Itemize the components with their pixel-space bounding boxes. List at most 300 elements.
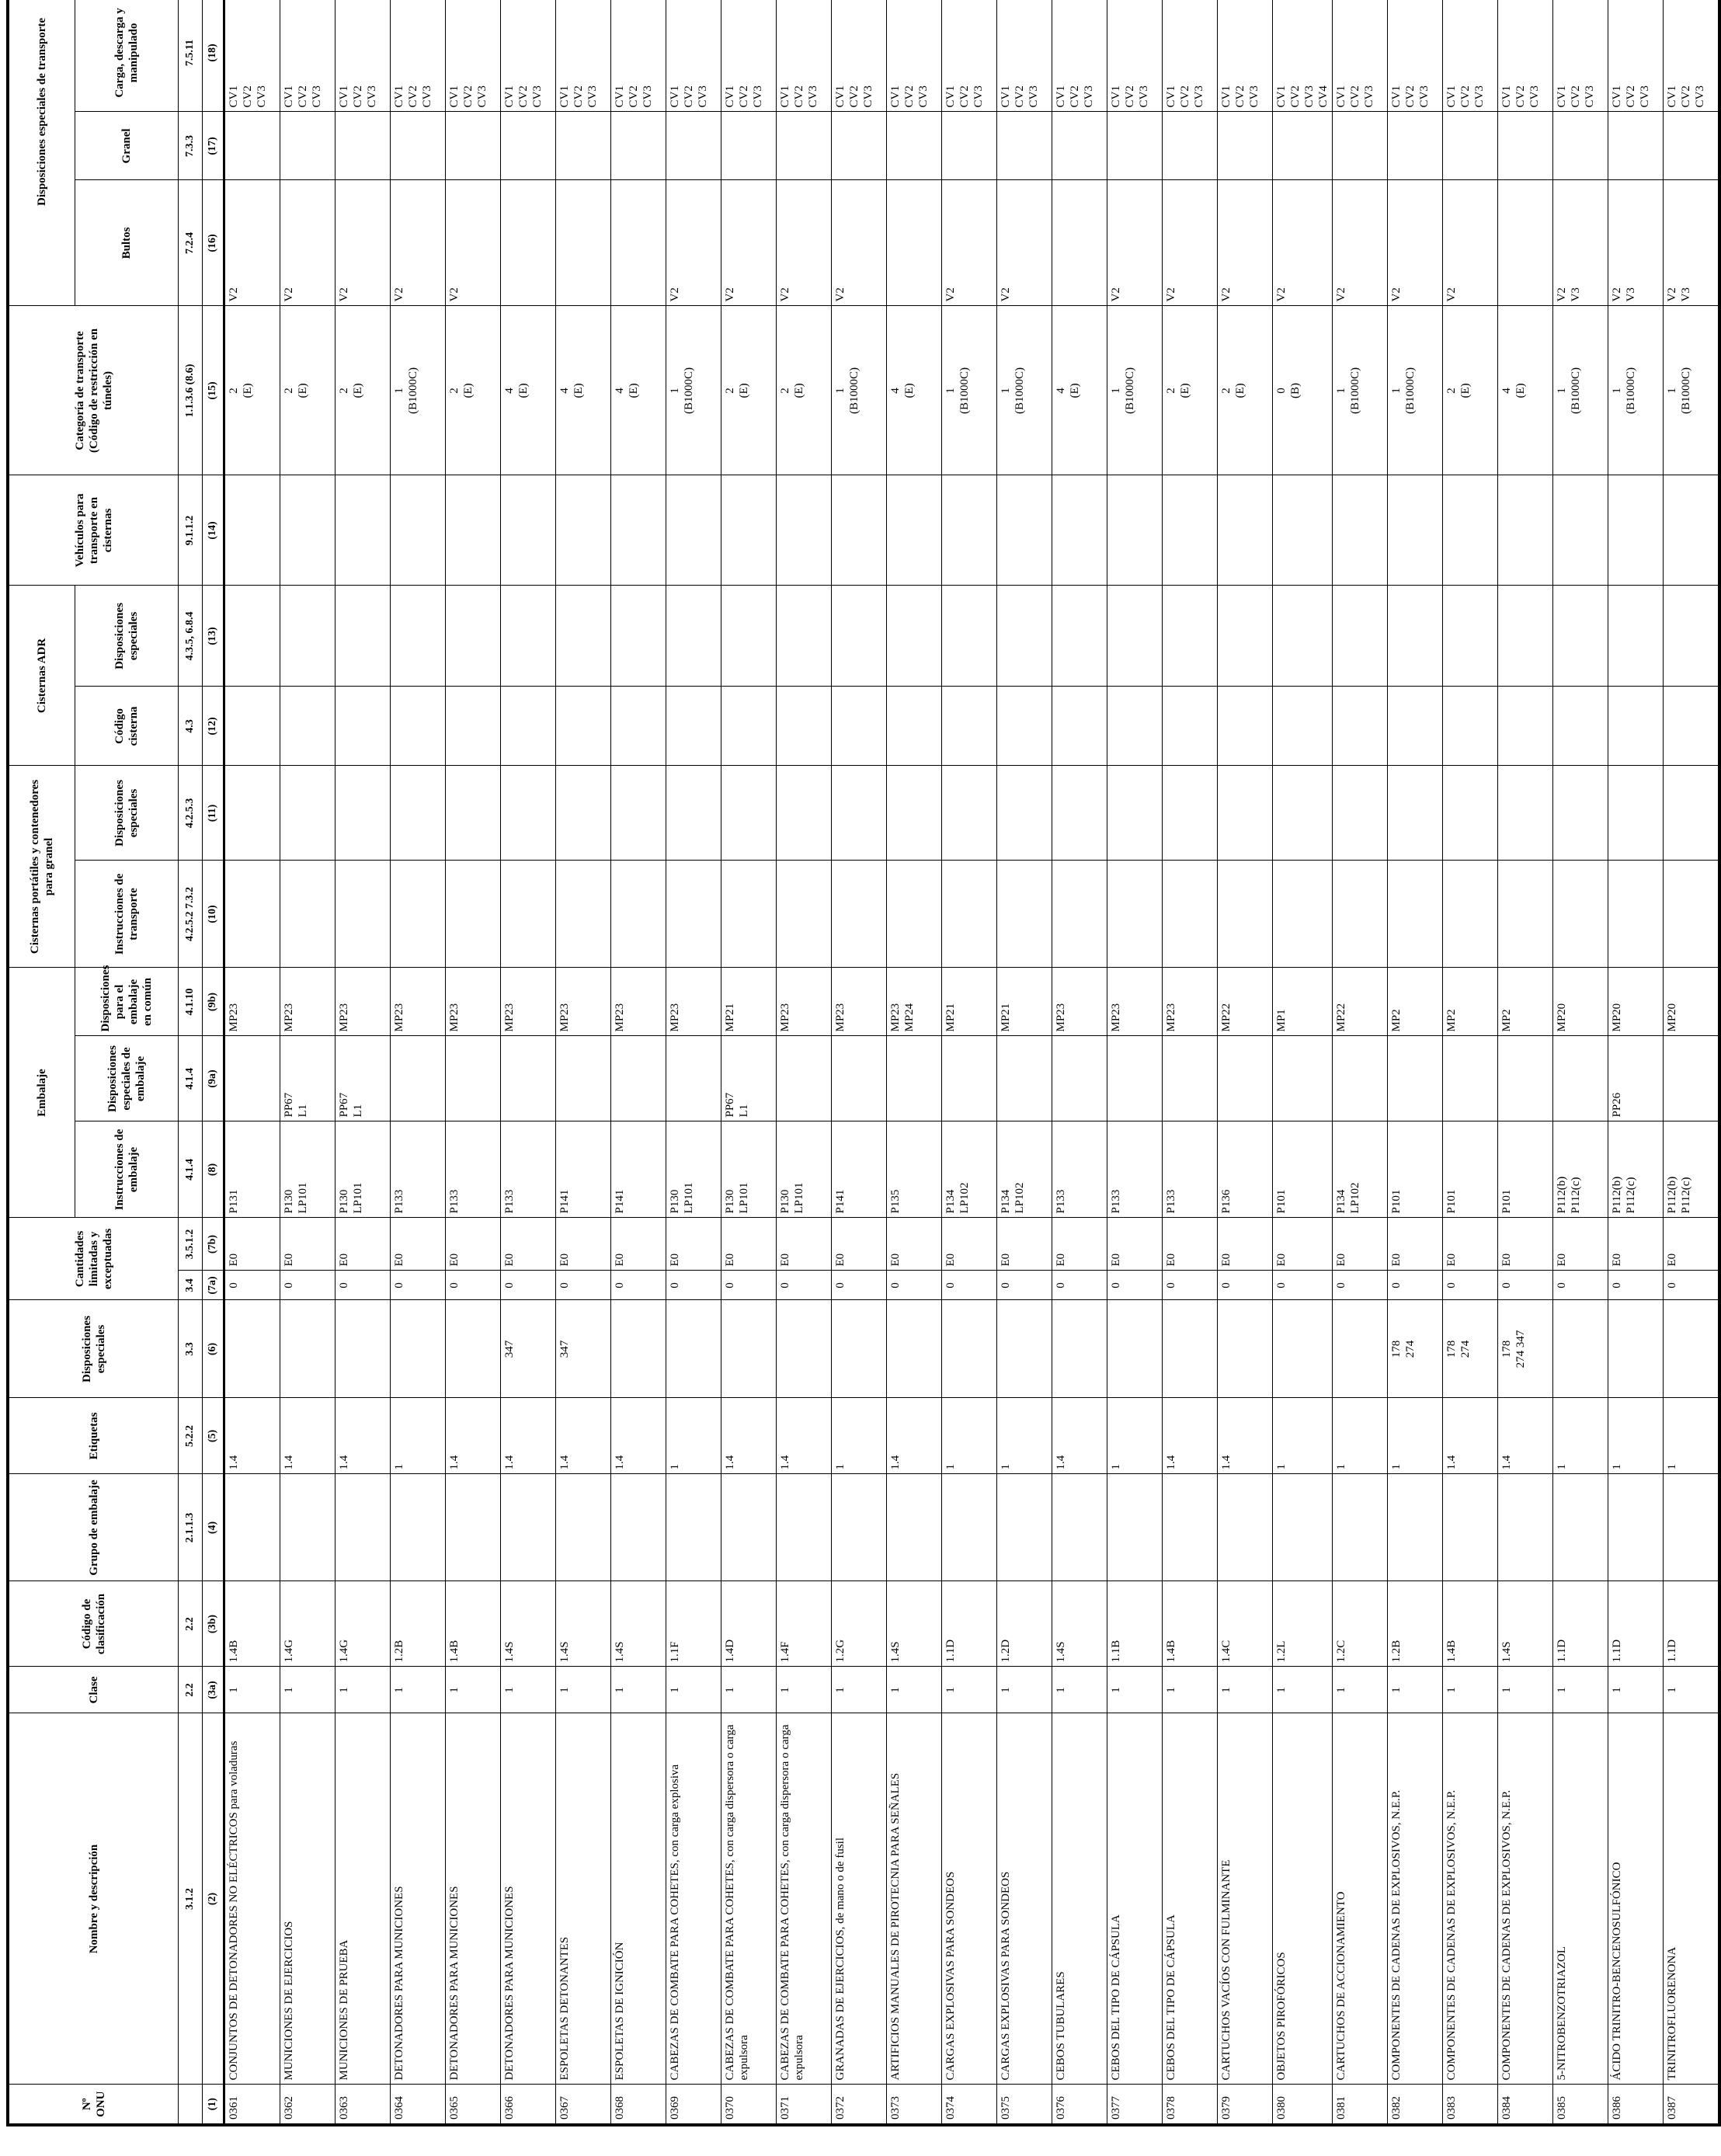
header-name: Nombre y descripción	[8, 1713, 179, 2085]
vehicle-tank-cell	[1273, 475, 1333, 586]
name-cell: TRINITROFLUORENONA	[1664, 1713, 1720, 2085]
loading-cell: CV1 CV2 CV3	[280, 0, 336, 112]
excepted-quantity-cell: E0	[666, 1218, 721, 1271]
labels-cell: 1	[391, 1398, 446, 1474]
tank-code-cell	[721, 687, 777, 766]
labels-cell: 1.4	[446, 1398, 501, 1474]
packing-instructions-cell: P136	[1218, 1121, 1273, 1218]
loading-cell: CV1 CV2 CV3	[997, 0, 1052, 112]
vehicle-tank-cell	[611, 475, 666, 586]
excepted-quantity-cell: E0	[721, 1218, 777, 1271]
transport-category-cell: 2 (E)	[446, 306, 501, 475]
packages-cell: V2	[1273, 180, 1333, 306]
packing-instructions-cell: P101	[1443, 1121, 1498, 1218]
name-cell: ARTIFICIOS MANUALES DE PIROTECNIA PARA SEÑALES	[887, 1713, 942, 2085]
packages-cell: V2	[997, 180, 1052, 306]
adr-tank-special-cell	[1107, 586, 1163, 687]
packing-group-cell	[832, 1474, 887, 1581]
bulk-cell	[1163, 112, 1218, 180]
table-row	[501, 0, 556, 2125]
transport-category-cell: 1 (B1000C)	[1553, 306, 1608, 475]
packages-cell: V2 V3	[1608, 180, 1664, 306]
excepted-quantity-cell: E0	[280, 1218, 336, 1271]
limited-quantity-cell: 0	[280, 1271, 336, 1300]
packing-group-cell	[1273, 1474, 1333, 1581]
mixed-packing-cell: MP23	[666, 968, 721, 1036]
mixed-packing-cell: MP23	[280, 968, 336, 1036]
class-cell: 1	[942, 1667, 997, 1713]
tank-special-cell	[666, 766, 721, 861]
column-number: (1)	[203, 2085, 224, 2125]
special-packing-cell	[1163, 1036, 1218, 1121]
labels-cell: 1.4	[1163, 1398, 1218, 1474]
class-cell: 1	[721, 1667, 777, 1713]
labels-cell: 1	[832, 1398, 887, 1474]
tank-special-cell	[1273, 766, 1333, 861]
excepted-quantity-cell: E0	[1163, 1218, 1218, 1271]
header-tank-instructions: Instrucciones de transporte	[75, 861, 179, 968]
class-cell: 1	[1443, 1667, 1498, 1713]
header-tank-special: Disposiciones especiales	[75, 766, 179, 861]
classification-code-cell: 1.2D	[997, 1581, 1052, 1667]
tank-code-cell	[1443, 687, 1498, 766]
packages-cell: V2	[280, 180, 336, 306]
limited-quantity-cell: 0	[556, 1271, 611, 1300]
labels-cell: 1.4	[721, 1398, 777, 1474]
mixed-packing-cell: MP23	[224, 968, 280, 1036]
labels-cell: 1	[1107, 1398, 1163, 1474]
packing-instructions-cell: P133	[1052, 1121, 1107, 1218]
adr-tank-special-cell	[1608, 586, 1664, 687]
packages-cell	[1498, 180, 1553, 306]
classification-code-cell: 1.4F	[777, 1581, 832, 1667]
packing-instructions-cell: P133	[501, 1121, 556, 1218]
vehicle-tank-cell	[1333, 475, 1388, 586]
mixed-packing-cell: MP22	[1333, 968, 1388, 1036]
vehicle-tank-cell	[997, 475, 1052, 586]
special-provisions-cell	[446, 1300, 501, 1398]
classification-code-cell: 1.2B	[391, 1581, 446, 1667]
packing-group-cell	[777, 1474, 832, 1581]
class-cell: 1	[280, 1667, 336, 1713]
mixed-packing-cell: MP23	[336, 968, 391, 1036]
bulk-cell	[1333, 112, 1388, 180]
packing-instructions-cell: P130 LP101	[777, 1121, 832, 1218]
tank-code-cell	[501, 687, 556, 766]
adr-tank-special-cell	[224, 586, 280, 687]
column-reference: 4.1.4	[179, 1036, 203, 1121]
packages-cell: V2	[1443, 180, 1498, 306]
special-packing-cell	[1443, 1036, 1498, 1121]
column-reference	[179, 2085, 203, 2125]
transport-category-cell: 2 (E)	[1218, 306, 1273, 475]
bulk-cell	[1443, 112, 1498, 180]
loading-cell: CV1 CV2 CV3	[611, 0, 666, 112]
labels-cell: 1	[942, 1398, 997, 1474]
class-cell: 1	[1553, 1667, 1608, 1713]
special-provisions-cell	[1107, 1300, 1163, 1398]
special-provisions-cell	[336, 1300, 391, 1398]
loading-cell: CV1 CV2 CV3	[777, 0, 832, 112]
packing-group-cell	[556, 1474, 611, 1581]
vehicle-tank-cell	[1553, 475, 1608, 586]
packages-cell: V2	[391, 180, 446, 306]
column-reference: 2.1.1.3	[179, 1474, 203, 1581]
table-row	[1052, 0, 1107, 2125]
labels-cell: 1.4	[1218, 1398, 1273, 1474]
classification-code-cell: 1.2C	[1333, 1581, 1388, 1667]
tank-instructions-cell	[1218, 861, 1273, 968]
name-cell: COMPONENTES DE CADENAS DE EXPLOSIVOS, N.E.P.	[1498, 1713, 1553, 2085]
tank-instructions-cell	[1333, 861, 1388, 968]
tank-special-cell	[1443, 766, 1498, 861]
column-number: (7a)	[203, 1271, 224, 1300]
bulk-cell	[446, 112, 501, 180]
packing-instructions-cell: P133	[391, 1121, 446, 1218]
header-portable-tanks: Cisternas portátiles y contenedores para granel	[8, 766, 75, 968]
vehicle-tank-cell	[1608, 475, 1664, 586]
loading-cell: CV1 CV2 CV3	[1664, 0, 1720, 112]
column-number: (6)	[203, 1300, 224, 1398]
un-number-cell: 0382	[1388, 2085, 1443, 2125]
limited-quantity-cell: 0	[887, 1271, 942, 1300]
header-labels: Etiquetas	[8, 1398, 179, 1474]
mixed-packing-cell: MP23 MP24	[887, 968, 942, 1036]
class-cell: 1	[446, 1667, 501, 1713]
adr-tank-special-cell	[832, 586, 887, 687]
packing-group-cell	[1498, 1474, 1553, 1581]
tank-instructions-cell	[997, 861, 1052, 968]
name-cell: 5-NITROBENZOTRIAZOL	[1553, 1713, 1608, 2085]
class-cell: 1	[611, 1667, 666, 1713]
packing-group-cell	[1333, 1474, 1388, 1581]
packing-group-cell	[666, 1474, 721, 1581]
labels-cell: 1	[1608, 1398, 1664, 1474]
special-packing-cell	[1107, 1036, 1163, 1121]
special-provisions-cell	[887, 1300, 942, 1398]
name-cell: OBJETOS PIROFÓRICOS	[1273, 1713, 1333, 2085]
packages-cell: V2	[336, 180, 391, 306]
packages-cell: V2	[224, 180, 280, 306]
column-reference: 3.5.1.2	[179, 1218, 203, 1271]
table-row	[832, 0, 887, 2125]
special-packing-cell	[997, 1036, 1052, 1121]
tank-special-cell	[1553, 766, 1608, 861]
adr-tank-special-cell	[887, 586, 942, 687]
vehicle-tank-cell	[1163, 475, 1218, 586]
tank-special-cell	[336, 766, 391, 861]
loading-cell: CV1 CV2 CV3	[224, 0, 280, 112]
un-number-cell: 0364	[391, 2085, 446, 2125]
transport-category-cell: 2 (E)	[777, 306, 832, 475]
class-cell: 1	[1052, 1667, 1107, 1713]
tank-code-cell	[611, 687, 666, 766]
labels-cell: 1	[1553, 1398, 1608, 1474]
table-row	[1553, 0, 1608, 2125]
table-row	[721, 0, 777, 2125]
header-transport-category: Categoría de transporte (Código de restricción en túneles)	[8, 306, 179, 475]
bulk-cell	[942, 112, 997, 180]
packing-instructions-cell: P112(b) P112(c)	[1608, 1121, 1664, 1218]
labels-cell: 1.4	[777, 1398, 832, 1474]
transport-category-cell: 2 (E)	[1443, 306, 1498, 475]
vehicle-tank-cell	[1052, 475, 1107, 586]
name-cell: CABEZAS DE COMBATE PARA COHETES, con carga explosiva	[666, 1713, 721, 2085]
table-row	[1608, 0, 1664, 2125]
adr-tank-special-cell	[336, 586, 391, 687]
packing-instructions-cell: P134 LP102	[997, 1121, 1052, 1218]
column-number: (13)	[203, 586, 224, 687]
loading-cell: CV1 CV2 CV3	[336, 0, 391, 112]
tank-special-cell	[1218, 766, 1273, 861]
tank-code-cell	[1608, 687, 1664, 766]
mixed-packing-cell: MP2	[1443, 968, 1498, 1036]
labels-cell: 1	[1664, 1398, 1720, 1474]
classification-code-cell: 1.4B	[1443, 1581, 1498, 1667]
bulk-cell	[1388, 112, 1443, 180]
packing-group-cell	[1107, 1474, 1163, 1581]
transport-category-cell: 1 (B1000C)	[832, 306, 887, 475]
column-number: (2)	[203, 1713, 224, 2085]
packing-instructions-cell: P134 LP102	[942, 1121, 997, 1218]
tank-instructions-cell	[1553, 861, 1608, 968]
name-cell: GRANADAS DE EJERCICIOS, de mano o de fusil	[832, 1713, 887, 2085]
classification-code-cell: 1.1D	[1608, 1581, 1664, 1667]
transport-category-cell: 1 (B1000C)	[1664, 306, 1720, 475]
name-cell: CABEZAS DE COMBATE PARA COHETES, con carga dispersora o carga expulsora	[721, 1713, 777, 2085]
classification-code-cell: 1.2G	[832, 1581, 887, 1667]
tank-special-cell	[611, 766, 666, 861]
bulk-cell	[887, 112, 942, 180]
un-number-cell: 0379	[1218, 2085, 1273, 2125]
special-provisions-cell: 347	[501, 1300, 556, 1398]
tank-special-cell	[446, 766, 501, 861]
table-row	[556, 0, 611, 2125]
packing-instructions-cell: P141	[611, 1121, 666, 1218]
loading-cell: CV1 CV2 CV3	[1107, 0, 1163, 112]
packing-group-cell	[611, 1474, 666, 1581]
table-row	[280, 0, 336, 2125]
tank-special-cell	[1388, 766, 1443, 861]
packages-cell: V2 V3	[1664, 180, 1720, 306]
special-packing-cell	[556, 1036, 611, 1121]
header-packaging: Embalaje	[8, 968, 75, 1218]
mixed-packing-cell: MP20	[1608, 968, 1664, 1036]
un-number-cell: 0380	[1273, 2085, 1333, 2125]
column-number: (18)	[203, 0, 224, 112]
mixed-packing-cell: MP23	[556, 968, 611, 1036]
tank-special-cell	[721, 766, 777, 861]
classification-code-cell: 1.4S	[611, 1581, 666, 1667]
loading-cell: CV1 CV2 CV3	[1388, 0, 1443, 112]
classification-code-cell: 1.4B	[224, 1581, 280, 1667]
vehicle-tank-cell	[1664, 475, 1720, 586]
class-cell: 1	[1664, 1667, 1720, 1713]
table-row	[666, 0, 721, 2125]
adr-tank-special-cell	[1273, 586, 1333, 687]
labels-cell: 1.4	[1443, 1398, 1498, 1474]
mixed-packing-cell: MP2	[1388, 968, 1443, 1036]
special-packing-cell	[1553, 1036, 1608, 1121]
table-row	[1664, 0, 1720, 2125]
column-reference: 4.3.5, 6.8.4	[179, 586, 203, 687]
column-number: (16)	[203, 180, 224, 306]
tank-code-cell	[1107, 687, 1163, 766]
classification-code-cell: 1.4G	[336, 1581, 391, 1667]
name-cell: CEBOS DEL TIPO DE CÁPSULA	[1107, 1713, 1163, 2085]
packages-cell	[611, 180, 666, 306]
packing-group-cell	[1664, 1474, 1720, 1581]
bulk-cell	[280, 112, 336, 180]
packages-cell: V2 V3	[1553, 180, 1608, 306]
tank-instructions-cell	[1163, 861, 1218, 968]
special-packing-cell	[666, 1036, 721, 1121]
vehicle-tank-cell	[280, 475, 336, 586]
special-provisions-cell	[1553, 1300, 1608, 1398]
column-number: (15)	[203, 306, 224, 475]
column-reference: 9.1.1.2	[179, 475, 203, 586]
special-provisions-cell	[1052, 1300, 1107, 1398]
special-provisions-cell	[1333, 1300, 1388, 1398]
classification-code-cell: 1.1D	[1664, 1581, 1720, 1667]
header-bulk: Granel	[75, 112, 179, 180]
column-number: (9a)	[203, 1036, 224, 1121]
limited-quantity-cell: 0	[336, 1271, 391, 1300]
un-number-cell: 0385	[1553, 2085, 1608, 2125]
un-number-cell: 0384	[1498, 2085, 1553, 2125]
packing-group-cell	[501, 1474, 556, 1581]
bulk-cell	[666, 112, 721, 180]
transport-category-cell: 2 (E)	[1163, 306, 1218, 475]
table-header	[8, 0, 224, 2125]
mixed-packing-cell: MP23	[832, 968, 887, 1036]
packages-cell: V2	[1163, 180, 1218, 306]
packing-group-cell	[446, 1474, 501, 1581]
loading-cell: CV1 CV2 CV3	[942, 0, 997, 112]
vehicle-tank-cell	[1443, 475, 1498, 586]
class-cell: 1	[1388, 1667, 1443, 1713]
adr-tank-special-cell	[280, 586, 336, 687]
tank-instructions-cell	[280, 861, 336, 968]
special-packing-cell	[1333, 1036, 1388, 1121]
bulk-cell	[1553, 112, 1608, 180]
table-row	[997, 0, 1052, 2125]
tank-code-cell	[391, 687, 446, 766]
excepted-quantity-cell: E0	[1498, 1218, 1553, 1271]
tank-instructions-cell	[1498, 861, 1553, 968]
transport-category-cell: 4 (E)	[556, 306, 611, 475]
bulk-cell	[1107, 112, 1163, 180]
tank-instructions-cell	[942, 861, 997, 968]
classification-code-cell: 1.4C	[1218, 1581, 1273, 1667]
excepted-quantity-cell: E0	[1052, 1218, 1107, 1271]
classification-code-cell: 1.2L	[1273, 1581, 1333, 1667]
tank-code-cell	[666, 687, 721, 766]
loading-cell: CV1 CV2 CV3 CV4	[1273, 0, 1333, 112]
mixed-packing-cell: MP22	[1218, 968, 1273, 1036]
transport-category-cell: 1 (B1000C)	[997, 306, 1052, 475]
header-loading: Carga, descarga y manipulado	[75, 0, 179, 112]
packing-instructions-cell: P101	[1388, 1121, 1443, 1218]
limited-quantity-cell: 0	[1163, 1271, 1218, 1300]
packing-group-cell	[1163, 1474, 1218, 1581]
excepted-quantity-cell: E0	[501, 1218, 556, 1271]
special-packing-cell	[777, 1036, 832, 1121]
packing-group-cell	[942, 1474, 997, 1581]
header-vehicle-tank: Vehículos para transporte en cisternas	[8, 475, 179, 586]
loading-cell: CV1 CV2 CV3	[832, 0, 887, 112]
limited-quantity-cell: 0	[224, 1271, 280, 1300]
loading-cell: CV1 CV2 CV3	[1163, 0, 1218, 112]
tank-special-cell	[391, 766, 446, 861]
limited-quantity-cell: 0	[446, 1271, 501, 1300]
labels-cell: 1	[1388, 1398, 1443, 1474]
adr-tank-special-cell	[1163, 586, 1218, 687]
column-reference: 4.2.5.2 7.3.2	[179, 861, 203, 968]
tank-special-cell	[224, 766, 280, 861]
special-packing-cell	[1664, 1036, 1720, 1121]
header-class-code: Código de clasificación	[8, 1581, 179, 1667]
adr-tank-special-cell	[1052, 586, 1107, 687]
un-number-cell: 0366	[501, 2085, 556, 2125]
excepted-quantity-cell: E0	[611, 1218, 666, 1271]
special-provisions-cell	[1664, 1300, 1720, 1398]
column-reference: 3.4	[179, 1271, 203, 1300]
special-packing-cell	[832, 1036, 887, 1121]
un-number-cell: 0365	[446, 2085, 501, 2125]
name-cell: CEBOS TUBULARES	[1052, 1713, 1107, 2085]
class-cell: 1	[1498, 1667, 1553, 1713]
packages-cell	[1052, 180, 1107, 306]
column-number: (4)	[203, 1474, 224, 1581]
vehicle-tank-cell	[887, 475, 942, 586]
packing-instructions-cell: P141	[832, 1121, 887, 1218]
class-cell: 1	[556, 1667, 611, 1713]
class-cell: 1	[336, 1667, 391, 1713]
loading-cell: CV1 CV2 CV3	[446, 0, 501, 112]
loading-cell: CV1 CV2 CV3	[1553, 0, 1608, 112]
un-number-cell: 0361	[224, 2085, 280, 2125]
table-row	[224, 0, 280, 2125]
transport-category-cell: 1 (B1000C)	[942, 306, 997, 475]
special-packing-cell: PP26	[1608, 1036, 1664, 1121]
tank-instructions-cell	[1052, 861, 1107, 968]
packing-group-cell	[1553, 1474, 1608, 1581]
special-packing-cell	[446, 1036, 501, 1121]
un-number-cell: 0383	[1443, 2085, 1498, 2125]
column-number-row	[203, 0, 224, 2125]
special-packing-cell: PP67 L1	[280, 1036, 336, 1121]
packing-group-cell	[1388, 1474, 1443, 1581]
table-row	[777, 0, 832, 2125]
mixed-packing-cell: MP2	[1498, 968, 1553, 1036]
bulk-cell	[777, 112, 832, 180]
tank-instructions-cell	[224, 861, 280, 968]
special-packing-cell	[1388, 1036, 1443, 1121]
packages-cell: V2	[446, 180, 501, 306]
vehicle-tank-cell	[501, 475, 556, 586]
header-packages: Bultos	[75, 180, 179, 306]
transport-category-cell: 4 (E)	[501, 306, 556, 475]
limited-quantity-cell: 0	[942, 1271, 997, 1300]
special-provisions-cell: 178 274	[1443, 1300, 1498, 1398]
vehicle-tank-cell	[1107, 475, 1163, 586]
header-mixed-packing: Disposiciones para el embalaje en común	[75, 968, 179, 1036]
vehicle-tank-cell	[1498, 475, 1553, 586]
adr-tank-special-cell	[391, 586, 446, 687]
tank-special-cell	[1163, 766, 1218, 861]
labels-cell: 1.4	[887, 1398, 942, 1474]
